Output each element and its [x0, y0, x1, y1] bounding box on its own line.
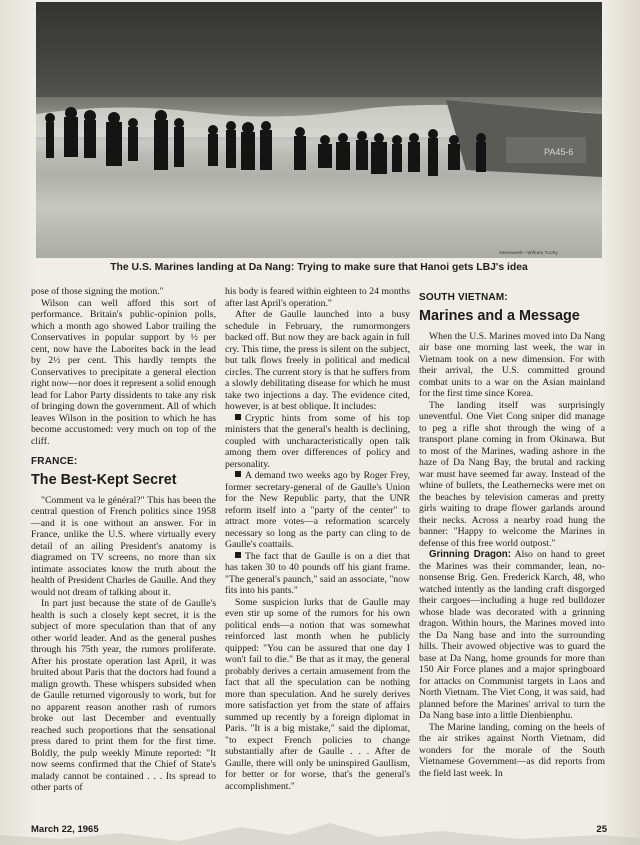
photo-illustration	[36, 2, 602, 258]
column-3	[419, 286, 605, 779]
section-label: SOUTH VIETNAM:	[419, 292, 508, 303]
paragraph: Wilson can well afford this sort of performance. Britain's public-opinion polls, which a month ago showed Labor trailing the Conservatives in popular support by ½ per cent, now have the Laborites back in the lead by 2½ per cent. This hardly tempts the Conservatives to precipitate a general election right now—nor does it represent a solid enough lead for Labor Party dissidents to take any risk of bringing down the government. All of which leaves Wilson in the position to which he has become accustomed: very much on top of the cliff.	[31, 297, 216, 447]
column-1	[31, 286, 216, 794]
article-headline: Marines and a Message	[419, 307, 580, 324]
paragraph: The landing itself was surprisingly uneventful. One Viet Cong sniper did manage to peg a rifle shot through the wing of a transport plane coming in from Okinawa. But to most of the Marines, wading ashore in the haze of Da Nang Bay, the brutal and racking war must have seemed far away. Instead of the whine of bullets, the Leathernecks were met on the beaches by television cameras and pretty girls waiting to drape flower garlands around their necks. Across a nearby road hung the banner: "Happy to welcome the Marines in defense of this free world outpost."	[419, 399, 605, 549]
boat-marking: PA45-6	[544, 147, 574, 157]
paragraph-text: Also on hand to greet the Marines was their commander, lean, no-nonsense Brig. Gen. Frederick Karch, 48, who watched intently as the landing craft disgorged their cargoes—including a huge red bulldozer whose blade was decorated with a grinning dragon. Within hours, the Marines moved into the Da Nang base and into the surrounding hills. Their avowed objective was to guard the base at Da Nang, home grounds for more than 150 Air Force planes and a major springboard for attacks on Communist targets in Laos and North Vietnam. The Viet Cong, it was said, had planned before the Marines' arrival to turn the Da Nang base into a little Dienbienphu.	[419, 549, 605, 721]
column-2	[225, 286, 410, 792]
paragraph: pose of those signing the motion."	[31, 286, 164, 297]
paragraph	[419, 549, 605, 722]
photo-credit: Newsweek—William Tuohy	[499, 250, 558, 255]
photo-caption: The U.S. Marines landing at Da Nang: Trying to make sure that Hanoi gets LBJ's idea	[110, 262, 528, 273]
bullet-icon	[235, 471, 241, 477]
bullet-text: A demand two weeks ago by Roger Frey, former secretary-general of de Gaulle's Union for the New Republic party, that the UNR reform itself into a "party of the center" to attract more votes—a reformation scarcely necessary so long as the party can cling to de Gaulle's coattails.	[225, 470, 410, 550]
paragraph: In part just because the state of de Gaulle's health is such a closely kept secret, it is the subject of more speculation than that of any other world leader. And as the general pushes through his 75th year, the rumors proliferate. After his prostate operation last April, it was bruited about Paris that the doctors had found a malign growth. These whispers subsided when de Gaulle returned vigorously to work, but for no apparent reason another rash of rumors broke out last December and eventually reached such proportions that the sensational press dared to print them for the first time. Boldly, the pulp weekly Minute reported: "It now seems confirmed that the Chief of State's malady cannot be contained . . . Its spread to other parts of	[31, 598, 216, 793]
page-number: 25	[596, 824, 607, 835]
torn-edge	[0, 805, 640, 845]
article-headline: The Best-Kept Secret	[31, 471, 177, 488]
bullet-text: The fact that de Gaulle is on a diet that has taken 30 to 40 pounds off his giant frame. "The general's paunch," said an associate, "now fits into his pants."	[225, 550, 410, 596]
bullet-icon	[235, 552, 241, 558]
bullet-icon	[235, 414, 241, 420]
paragraph: his body is feared within eighteen to 24 months after last April's operation."	[225, 286, 410, 309]
bullet-text: Cryptic hints from some of his top ministers that the general's health is declining, coupled with uncharacteristically open talk among them over differences of policy and personality.	[225, 412, 410, 470]
bullet-item	[225, 413, 410, 471]
paragraph: When the U.S. Marines moved into Da Nang air base one morning last week, the war in Vietnam took on a new dimension. For with their arrival, the U.S. committed ground combat units to a war on the Asian mainland for the first time since Korea.	[419, 330, 605, 399]
paragraph: The Marine landing, coming on the heels of the air strikes against North Vietnam, did wonders for the morale of the South Vietnamese Government—as did reports from the field last week. In	[419, 721, 605, 779]
bullet-item	[225, 470, 410, 551]
paragraph: After de Gaulle launched into a busy schedule in February, the rumormongers backed off. But now they are back again in full cry. This time, the press is silent on the subject, but talk flows freely in political and medical circles. The current story is that he suffers from a slowly debilitating disease for which he must take two injections a day. The evidence cited, however, is at best oblique. It includes:	[225, 309, 410, 412]
issue-date: March 22, 1965	[31, 824, 99, 835]
section-label: FRANCE:	[31, 456, 78, 467]
paragraph: Some suspicion lurks that de Gaulle may even stir up some of the rumors for his own political ends—a notion that was somewhat reinforced last month when he publicly quipped: "You can be assured that one day I won't fail to die." Be that as it may, the general probably derives a certain amusement from the fact that all the speculation can be nothing more than speculation. And he surely derives more satisfaction yet from the state of affairs summed up recently by a foreign diplomat in Paris. "It is a big mistake," said the diplomat, "to expect French policies to change substantially after de Gaulle . . . After de Gaulle, there will only be uninspired Gaullism, for better or for worse, that's the general's accomplishment."	[225, 596, 410, 792]
landing-photo	[36, 2, 602, 258]
run-in-head: Grinning Dragon:	[429, 549, 511, 560]
paragraph: "Comment va le général?" This has been the central question of French politics since 1958—and it is one without an answer. For in France, unlike the U.S. where virtually every detail of an ailing President's anatomy is diagramed on TV screens, no more than six intimate associates know the truth about the health of President Charles de Gaulle. And they would not dream of talking about it.	[31, 494, 216, 598]
bullet-item	[225, 551, 410, 597]
